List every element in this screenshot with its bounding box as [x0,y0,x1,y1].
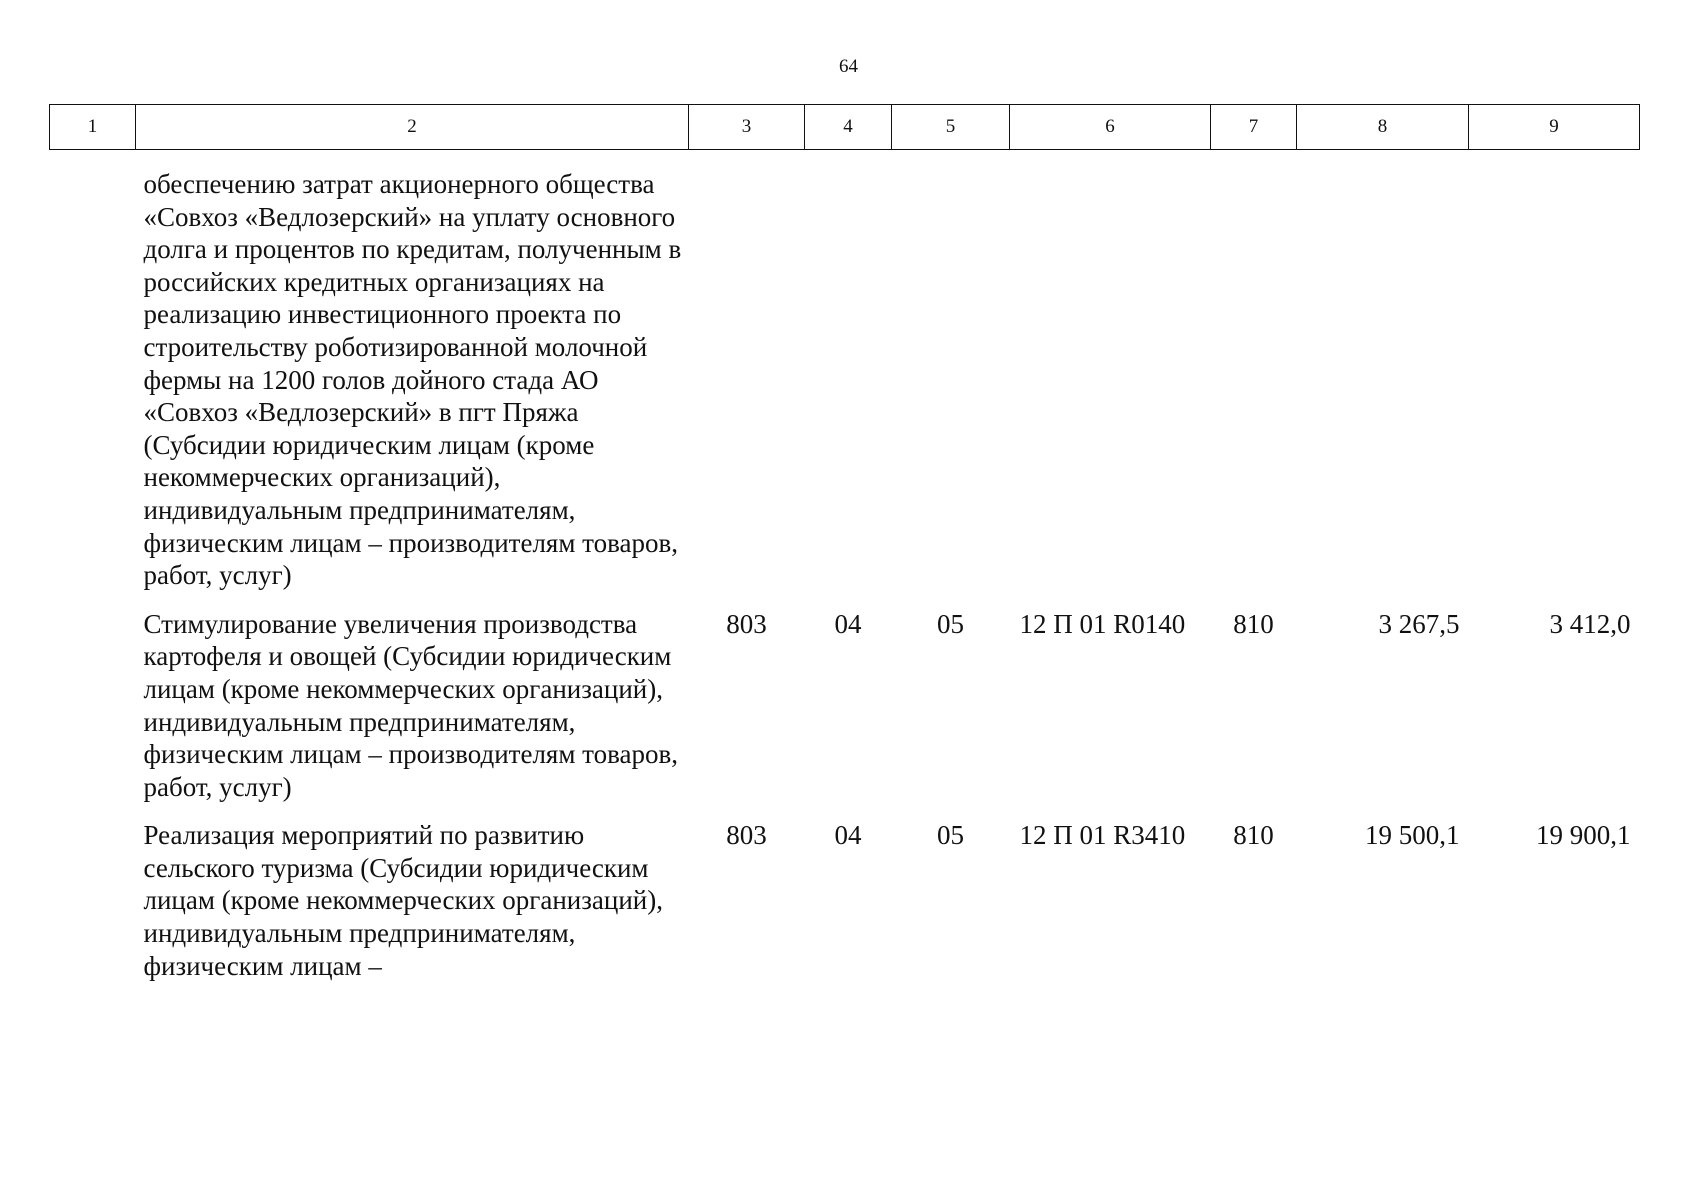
column-header-5: 5 [892,105,1010,150]
section-code-cell: 04 [834,820,862,851]
expense-name-cell: Стимулирование увеличения производства картофеля и овощей (Субсидии юридическим лицам (кроме некоммерческих организаций), индивидуальным предпринимателям, физическим лицам – производителям товаров, работ, услуг) [143,608,678,802]
subsection-code-cell: 05 [937,820,964,851]
budget-table [49,104,1640,982]
subsection-code-cell: 05 [937,608,964,639]
section-code-cell: 04 [834,608,862,639]
amount-year1-cell [1297,150,1469,608]
table-header-row [50,105,1640,150]
amount-year1-cell: 3 267,5 [1378,608,1460,639]
column-header-7: 7 [1211,105,1297,150]
ministry-code-cell: 803 [726,608,767,639]
column-header-9: 9 [1469,105,1640,150]
expense-name-cell: Реализация мероприятий по развитию сельского туризма (Субсидии юридическим лицам (кроме некоммерческих организаций), индивидуальным предпринимателям, физическим лицам – [143,820,663,981]
expense-type-cell [1211,150,1297,608]
ministry-code-cell: 803 [726,820,767,851]
ministry-code-cell [689,150,805,608]
page-number: 64 [839,56,858,77]
target-article-cell [1010,150,1211,608]
row-number-cell [50,819,136,982]
amount-year1-cell: 19 500,1 [1365,820,1460,851]
column-header-1: 1 [50,105,136,150]
table-row [50,608,1640,820]
budget-table-container [49,104,1639,982]
expense-type-cell: 810 [1233,608,1274,639]
section-code-cell [805,150,892,608]
subsection-code-cell [892,150,1010,608]
table-row [50,150,1640,608]
row-number-cell [50,150,136,608]
column-header-2: 2 [136,105,689,150]
column-header-8: 8 [1297,105,1469,150]
expense-type-cell: 810 [1233,820,1274,851]
target-article-cell: 12 П 01 R0140 [1019,608,1186,639]
target-article-cell: 12 П 01 R3410 [1019,820,1186,851]
amount-year2-cell [1469,150,1640,608]
row-number-cell [50,608,136,820]
table-row [50,819,1640,982]
column-header-6: 6 [1010,105,1211,150]
expense-name-cell: обеспечению затрат акционерного общества «Совхоз «Ведлозерский» на уплату основного долга и процентов по кредитам, полученным в российских кредитных организациях на реализацию инвестиционного проекта по строительству роботизированной молочной фермы на 1200 голов дойного стада АО «Совхоз «Ведлозерский» в пгт Пряжа (Субсидии юридическим лицам (кроме некоммерческих организаций), индивидуальным предпринимателям, физическим лицам – производителям товаров, работ, услуг) [143,169,682,591]
amount-year2-cell: 3 412,0 [1549,608,1631,639]
amount-year2-cell: 19 900,1 [1536,820,1631,851]
column-header-3: 3 [689,105,805,150]
column-header-4: 4 [805,105,892,150]
